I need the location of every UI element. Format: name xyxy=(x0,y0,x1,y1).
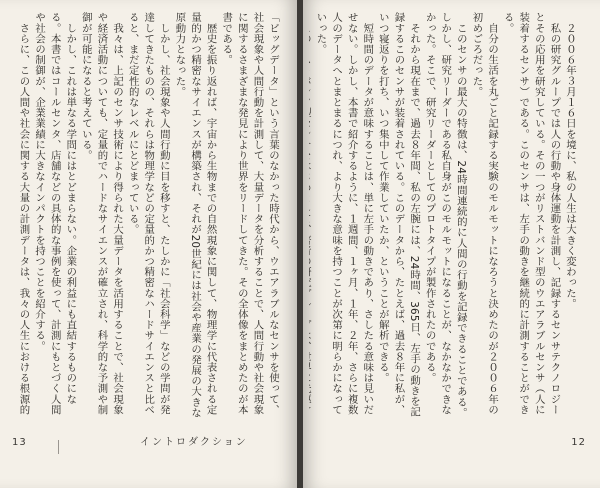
left-page xyxy=(0,0,297,488)
right-page-number: 12 xyxy=(571,437,586,448)
left-page-body-text: 「ビッグデータ」という言葉のなかった時代から、ウエアラブルなセンサを使って、社会現象や人間行動を計測して、大量データを分析することで、人間行動や社会現象に関するさまざまな発見により世界をリードしてきた。その全体像をまとめたのが本書である。 歴史を振り返れば、宇宙から生物までの自然現象に関して、物理学に代表される定量的かつ精密なサイエンスが構築され、それが20世紀には社会や産業の発展の大きな原動力となった。 しかし、社会現象や人間行動に目を移すと、たしかに「社会科学」などの学問が発達してきたものの、それらは物理学などの定量的かつ精密なハードサイエンスと比べると、まだ定性的なレベルにとどまっている。 我々は、上記のセンサ技術により得られた大量データを活用することで、社会現象や経済活動についても、定量的でハードなサイエンスが確立され、科学的な予測や制御が可能になると考えている。 しかし、これは単なる学問にはとどまらない。企業の利益にも直結するものになる。本書ではコールセンタ、店舗などの具体的な事例を使って、計測にもとづく人間や社会の制御が、企業業績に大きなインパクトを持つことを紹介する。 さらに、この人間や社会に関する大量の計測データは、我々の人生における根源的 xyxy=(18,12,279,418)
right-page-body-text: ２００６年３月１６日を境に、私の人生は大きく変わった。 私の研究グループでは人の行動や身体運動を計測し、記録するセンサテクノロジーとその応用を研究している。その一つがリストバンド型のウエアラブルセンサ（人に装着するセンサ）である。このセンサは、左手の動きを継続的に計測することができる。 自分の生活を丸ごと記録する実験のモルモットになろうと決めたのが２００６年の初めごろだった。 このセンサの最大の特徴は、24時間連続的に人間の行動を記録できることである。しかし、研究リーダーである私自身がこのモルモットになることが、なかなかできなかった。そこで、研究リーダーとしてのプロトタイプが製作されたのである。 それから現在まで、過去８年間、私の左腕には、24時間、365日、左手の動きを記録するこのセンサが装着されている。このデータから、たとえば、過去８年に私が、いつ寝返りを打ち、いつ集中して作業していたか、ということが解析できる。 短時間のデータが意味することは、単に左手の動きであり、さしたる意味は見いだせない。しかし、本書で紹介するように、１週間、１ヶ月、１年、２年、さらに複数人のデータへとまとまるにつれ、より大きな意味を持つことが次第に明らかになっていった。 xyxy=(314,12,576,418)
running-head: イントロダクション xyxy=(140,437,248,448)
page-marker xyxy=(58,440,59,454)
left-page-number: 13 xyxy=(12,437,27,448)
right-page xyxy=(303,0,600,488)
